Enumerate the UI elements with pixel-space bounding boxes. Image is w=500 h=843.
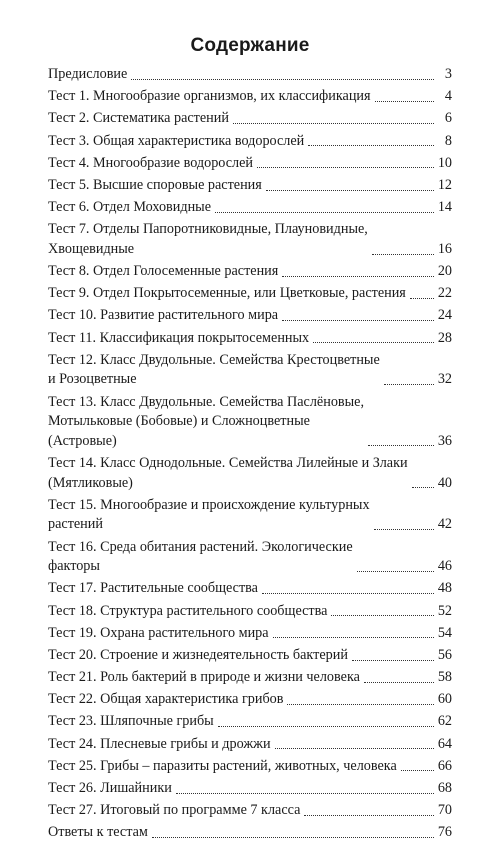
toc-entry-title: [48, 454, 408, 493]
toc-entry: [48, 757, 452, 777]
toc-entry-title-line: Тест 24. Плесневые грибы и дрожжи: [48, 735, 271, 752]
toc-entry-page-number: 14: [437, 199, 452, 216]
toc-entry-page-number: 3: [444, 66, 452, 82]
toc-entry-title: [48, 735, 271, 755]
toc-entry: [48, 220, 452, 259]
toc-entry-page-number: 52: [437, 602, 452, 619]
toc-entry: [48, 668, 452, 688]
toc-entry-title: [48, 351, 380, 390]
dot-leader: [308, 145, 434, 146]
toc-entry-title: [48, 690, 283, 710]
toc-entry: [48, 801, 452, 821]
toc-entry-title-line: Тест 6. Отдел Моховидные: [48, 199, 211, 216]
toc-entry-title-line: и Розоцветные: [48, 371, 137, 388]
toc-entry-title: [48, 757, 397, 777]
toc-entry-title-line: Тест 17. Растительные сообщества: [48, 580, 258, 597]
dot-leader: [364, 682, 434, 683]
dot-leader: [287, 704, 433, 705]
toc-entry: [48, 712, 452, 732]
toc-entry-page-number: 10: [437, 154, 452, 171]
toc-entry-page-number: 8: [444, 132, 452, 149]
toc-entry: [48, 624, 452, 644]
dot-leader: [410, 298, 434, 299]
toc-entry-title-line: Тест 14. Класс Однодольные. Семейства Лилейные и Злаки: [48, 455, 408, 471]
toc-entry: [48, 306, 452, 326]
toc-entry: [48, 176, 452, 196]
dot-leader: [357, 571, 434, 572]
toc-entry-page-number: 46: [437, 558, 452, 575]
toc-entry-title-line: Тест 5. Высшие споровые растения: [48, 176, 262, 193]
toc-entry: [48, 262, 452, 282]
toc-entry: [48, 538, 452, 577]
toc-entry-page-number: 58: [437, 669, 452, 686]
toc-entry-title: [48, 779, 172, 799]
toc-entry-title-line: Предисловие: [48, 66, 128, 82]
toc-entry-page-number: 24: [437, 307, 452, 324]
toc-entry-title: [48, 306, 278, 326]
toc-entry-page-number: 16: [437, 240, 452, 257]
toc-entry: [48, 602, 452, 622]
toc-entry-page-number: 32: [437, 371, 452, 388]
dot-leader: [266, 190, 434, 191]
toc-entry-page-number: 68: [437, 780, 452, 797]
toc-entry-page-number: 36: [437, 432, 452, 449]
dot-leader: [401, 770, 434, 771]
toc-entry: [48, 496, 452, 535]
toc-entry-title-line: Тест 22. Общая характеристика грибов: [48, 691, 284, 708]
dot-leader: [384, 384, 434, 385]
toc-entry-title-line: Тест 2. Систематика растений: [48, 110, 229, 127]
toc-entry-title: [48, 602, 327, 622]
dot-leader: [368, 445, 434, 446]
toc-entry-title: [48, 154, 253, 174]
toc-entry-page-number: 76: [437, 824, 452, 841]
dot-leader: [372, 254, 434, 255]
dot-leader: [313, 342, 434, 343]
toc-entry-page-number: 42: [437, 516, 452, 533]
dot-leader: [331, 615, 433, 616]
toc-entry-title-line: Тест 25. Грибы – паразиты растений, животных, человека: [48, 757, 397, 774]
toc-entry: [48, 779, 452, 799]
toc-entry-title-line: Тест 21. Роль бактерий в природе и жизни человека: [48, 669, 360, 686]
toc-entry: [48, 284, 452, 304]
table-of-contents: [48, 65, 452, 843]
toc-entry-page-number: 20: [437, 263, 452, 280]
toc-entry-title: [48, 198, 211, 218]
toc-entry-title: [48, 624, 269, 644]
toc-entry-title: [48, 176, 262, 196]
toc-entry-title-line: Тест 12. Класс Двудольные. Семейства Крестоцветные: [48, 351, 380, 368]
toc-entry-title: [48, 393, 364, 452]
toc-entry-title-line: Тест 15. Многообразие и происхождение культурных: [48, 496, 370, 513]
dot-leader: [273, 637, 434, 638]
toc-entry-page-number: 66: [437, 757, 452, 774]
dot-leader: [282, 320, 434, 321]
toc-entry-title: [48, 87, 371, 107]
toc-entry-title: [48, 579, 258, 599]
dot-leader: [304, 815, 433, 816]
dot-leader: [375, 101, 434, 102]
toc-entry-title: [48, 668, 360, 688]
toc-entry-title-line: Тест 18. Структура растительного сообщества: [48, 602, 328, 619]
toc-entry-title: [48, 109, 229, 129]
toc-entry-title: [48, 712, 214, 732]
toc-entry-title-line: Тест 27. Итоговый по программе 7 класса: [48, 802, 301, 819]
page-title: Содержание: [190, 35, 310, 56]
toc-entry-title-line: (Мятликовые): [48, 474, 133, 491]
toc-entry-title-line: (Астровые): [48, 432, 117, 449]
toc-entry: [48, 823, 452, 843]
toc-entry-page-number: 70: [437, 802, 452, 819]
toc-entry-title-line: Тест 13. Класс Двудольные. Семейства Паслёновые,: [48, 393, 364, 410]
toc-entry-title: [48, 220, 368, 259]
toc-entry-title-line: Тест 20. Строение и жизнедеятельность бактерий: [48, 646, 348, 663]
dot-leader: [412, 487, 434, 488]
toc-entry-title: [48, 538, 353, 577]
toc-entry-page-number: 12: [437, 176, 452, 193]
dot-leader: [282, 276, 434, 277]
dot-leader: [374, 529, 434, 530]
toc-entry-title-line: Мотыльковые (Бобовые) и Сложноцветные: [48, 413, 310, 430]
toc-entry: [48, 154, 452, 174]
toc-entry: [48, 579, 452, 599]
dot-leader: [152, 837, 434, 838]
toc-entry-title: [48, 646, 348, 666]
toc-entry-title-line: Ответы к тестам: [48, 824, 148, 841]
toc-entry-page-number: 64: [437, 735, 452, 752]
toc-entry-title-line: Тест 3. Общая характеристика водорослей: [48, 132, 305, 149]
toc-entry-title-line: Тест 19. Охрана растительного мира: [48, 624, 269, 641]
toc-entry-title: [48, 132, 304, 152]
toc-entry-title-line: Тест 26. Лишайники: [48, 780, 172, 797]
toc-entry: [48, 735, 452, 755]
dot-leader: [233, 123, 434, 124]
toc-entry: [48, 393, 452, 452]
toc-entry-title-line: факторы: [48, 558, 100, 575]
toc-entry-title: [48, 801, 300, 821]
dot-leader: [275, 748, 434, 749]
toc-entry: [48, 109, 452, 129]
toc-entry-page-number: 28: [437, 329, 452, 346]
toc-entry-title: [48, 496, 370, 535]
toc-entry-title: [48, 823, 148, 843]
toc-entry-title-line: Тест 7. Отделы Папоротниковидные, Плауновидные,: [48, 221, 368, 238]
toc-entry-page-number: 62: [437, 713, 452, 730]
toc-entry-title-line: Тест 23. Шляпочные грибы: [48, 713, 214, 730]
dot-leader: [176, 793, 434, 794]
toc-entry-title-line: Тест 8. Отдел Голосеменные растения: [48, 263, 279, 280]
toc-entry: [48, 65, 452, 85]
toc-entry-title-line: Тест 11. Классификация покрытосеменных: [48, 329, 310, 346]
toc-entry-title-line: Тест 1. Многообразие организмов, их классификация: [48, 88, 371, 105]
dot-leader: [257, 167, 434, 168]
dot-leader: [352, 660, 434, 661]
toc-entry: [48, 351, 452, 390]
toc-entry-page-number: 48: [437, 580, 452, 597]
toc-entry-title-line: Тест 16. Среда обитания растений. Экологические: [48, 538, 353, 555]
dot-leader: [131, 79, 434, 80]
toc-entry-page-number: 54: [437, 624, 452, 641]
toc-entry: [48, 690, 452, 710]
toc-entry-title: [48, 65, 127, 85]
toc-entry-page-number: 6: [444, 110, 452, 127]
toc-entry-page-number: 40: [437, 474, 452, 491]
toc-entry-title-line: растений: [48, 516, 103, 533]
dot-leader: [215, 212, 434, 213]
toc-entry: [48, 87, 452, 107]
toc-entry-page-number: 56: [437, 646, 452, 663]
dot-leader: [218, 726, 434, 727]
toc-entry-title: [48, 284, 406, 304]
toc-entry: [48, 198, 452, 218]
toc-entry-title-line: Тест 4. Многообразие водорослей: [48, 154, 254, 171]
toc-entry: [48, 646, 452, 666]
toc-entry-title: [48, 329, 309, 349]
dot-leader: [262, 593, 434, 594]
toc-entry-title-line: Хвощевидные: [48, 240, 135, 257]
toc-entry-page-number: 60: [437, 691, 452, 708]
toc-entry: [48, 454, 452, 493]
toc-entry-page-number: 22: [437, 285, 452, 302]
toc-entry-title-line: Тест 9. Отдел Покрытосеменные, или Цветковые, растения: [48, 285, 406, 302]
toc-entry: [48, 329, 452, 349]
toc-entry-page-number: 4: [444, 88, 452, 105]
toc-entry-title-line: Тест 10. Развитие растительного мира: [48, 307, 279, 324]
toc-entry-title: [48, 262, 278, 282]
toc-entry: [48, 132, 452, 152]
